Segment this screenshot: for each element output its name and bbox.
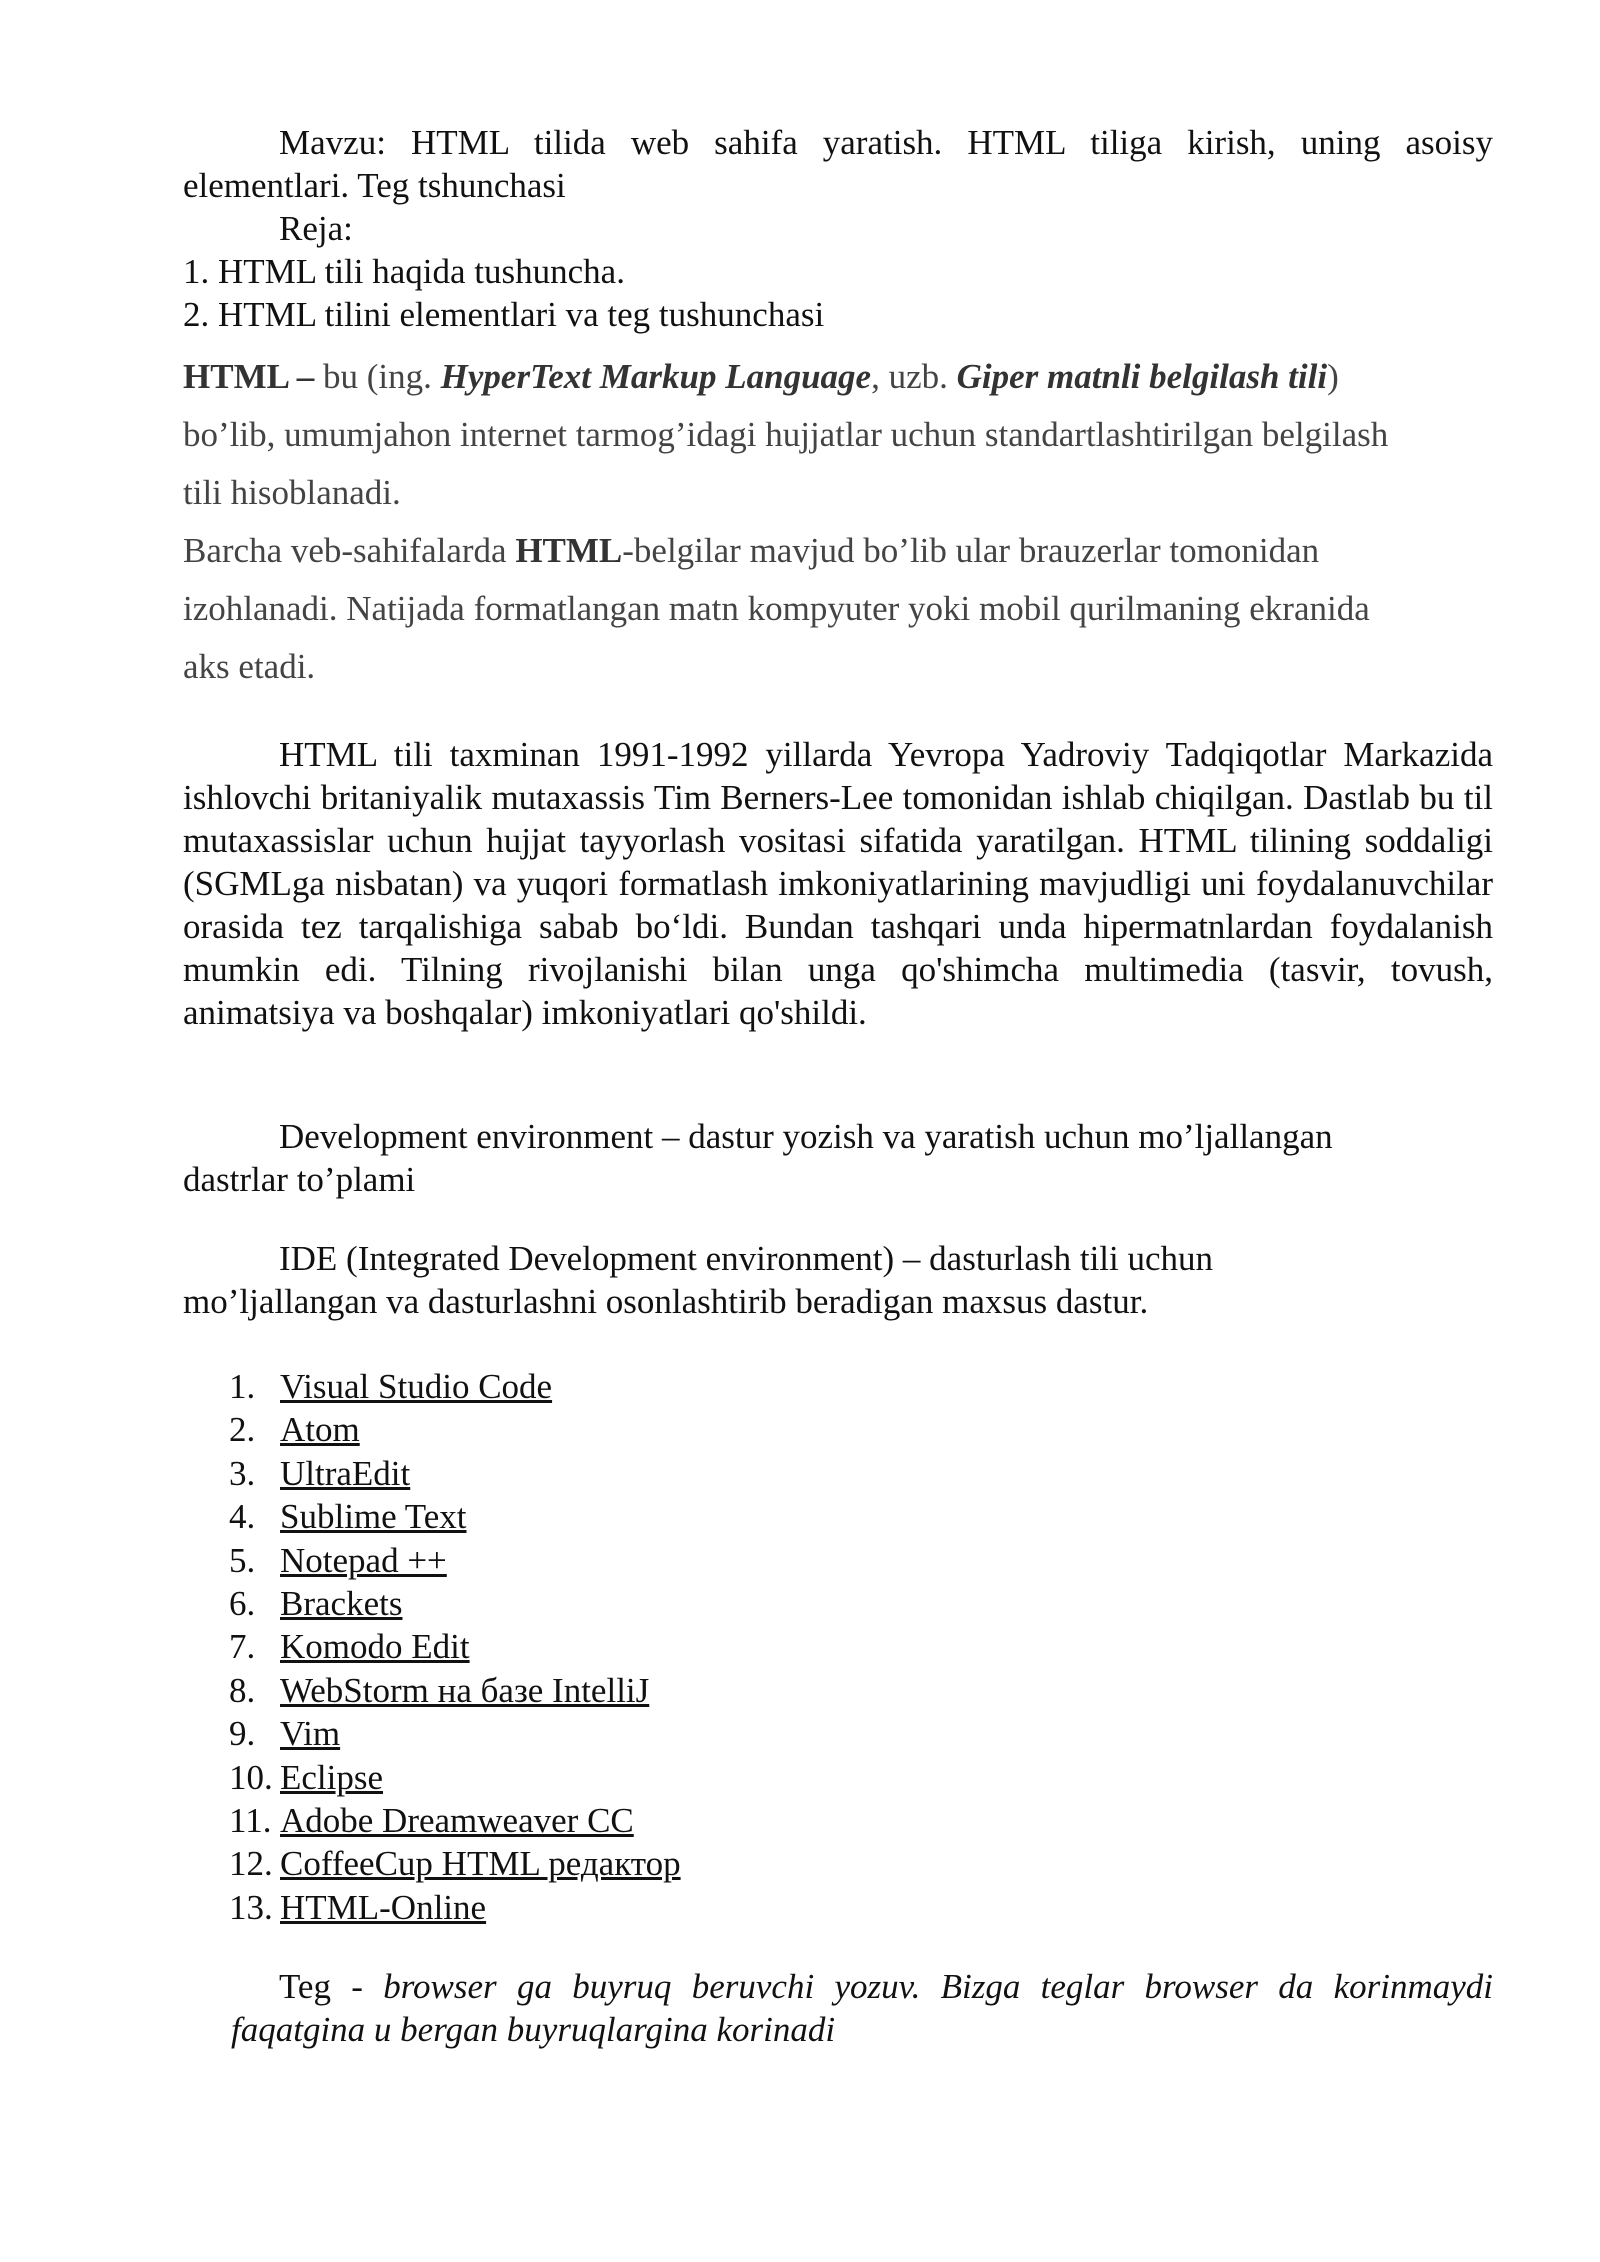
tool-link-webstorm[interactable]: WebStorm на базе IntelliJ xyxy=(280,1670,650,1710)
plan-item-2: 2. HTML tilini elementlari va teg tushunchasi xyxy=(183,295,825,334)
plan-section xyxy=(183,207,1493,336)
list-item xyxy=(183,1886,1083,1929)
history-paragraph: HTML tili taxminan 1991-1992 yillarda Yevropa Yadroviy Tadqiqotlar Markazida ishlovchi britaniyalik mutaxassis Tim Berners-Lee tomonidan ishlab chiqilgan. Dastlab bu til mutaxassislar uchun hujjat tayyorlash vositasi sifatida yaratilgan. HTML tilining soddaligi (SGMLga nisbatan) va yuqori formatlash imkoniyatlarining mavjudligi uni foydalanuvchilar orasida tez tarqalishiga sabab bo‘ldi. Bundan tashqari unda hipermatnlardan foydalanish mumkin edi. Tilning rivojlanishi bilan unga qo'shimcha multimedia (tasvir, tovush, animatsiya va boshqalar) imkoniyatlari qo'shildi. xyxy=(183,735,1493,1032)
list-item xyxy=(183,1365,1083,1408)
ide-paragraph xyxy=(183,1237,1493,1323)
list-item-number: 11. xyxy=(229,1801,272,1841)
list-item xyxy=(183,1408,1083,1451)
tool-link-ultraedit[interactable]: UltraEdit xyxy=(280,1453,411,1493)
definition-text-b: , uzb. xyxy=(871,357,957,396)
teg-text: browser ga buyruq beruvchi yozuv. Bizga teglar browser da korinmaydi faqatgina u bergan buyruqlargina korinadi xyxy=(231,1967,1493,2049)
ide-line1: IDE (Integrated Development environment) – dasturlash tili uchun xyxy=(279,1239,1214,1278)
list-item xyxy=(183,1799,1083,1842)
definition-text-a: bu (ing. xyxy=(314,357,441,396)
definition-p2-a: Barcha veb-sahifalarda xyxy=(183,531,516,570)
definition-line5: izohlanadi. Natijada formatlangan matn kompyuter yoki mobil qurilmaning ekranida xyxy=(183,589,1370,628)
list-item-number: 7. xyxy=(229,1627,256,1667)
definition-p2-term: HTML xyxy=(515,531,623,570)
topic-title-line2: elementlari. Teg tshunchasi xyxy=(183,166,566,205)
definition-line6: aks etadi. xyxy=(183,647,316,686)
definition-line4 xyxy=(183,522,1493,580)
list-item-number: 6. xyxy=(229,1584,256,1624)
tool-link-html-online[interactable]: HTML-Online xyxy=(280,1887,487,1927)
definition-line2: bo’lib, umumjahon internet tarmog’idagi hujjatlar uchun standartlashtirilgan belgilash xyxy=(183,415,1389,454)
devenv-line2: dastrlar to’plami xyxy=(183,1160,416,1199)
definition-p2-b: -belgilar mavjud bo’lib ular brauzerlar tomonidan xyxy=(622,531,1320,570)
tool-link-brackets[interactable]: Brackets xyxy=(280,1584,403,1624)
list-item xyxy=(183,1625,1083,1668)
list-item xyxy=(183,1452,1083,1495)
list-item-number: 9. xyxy=(229,1714,256,1754)
list-item xyxy=(183,1712,1083,1755)
ide-tools-list xyxy=(183,1365,1083,1929)
list-item xyxy=(183,1539,1083,1582)
teg-definition xyxy=(231,1965,1493,2051)
list-item-number: 3. xyxy=(229,1453,256,1493)
tool-link-atom[interactable]: Atom xyxy=(280,1410,360,1450)
tool-link-adobe-dreamweaver[interactable]: Adobe Dreamweaver CC xyxy=(280,1801,634,1841)
development-environment-paragraph xyxy=(183,1115,1493,1201)
list-item-number: 13. xyxy=(229,1887,273,1927)
teg-term: Teg - xyxy=(279,1967,384,2006)
list-item xyxy=(183,1495,1083,1538)
definition-term: HTML – xyxy=(183,357,315,396)
topic-title-line1: Mavzu: HTML tilida web sahifa yaratish. HTML tiliga kirish, uning asoisy xyxy=(279,123,1493,162)
tool-link-coffeecup[interactable]: CoffeeCup HTML редактор xyxy=(280,1844,681,1884)
list-item xyxy=(183,1842,1083,1885)
list-item-number: 5. xyxy=(229,1540,256,1580)
tool-link-visual-studio-code[interactable]: Visual Studio Code xyxy=(280,1367,553,1406)
tool-link-vim[interactable]: Vim xyxy=(280,1714,341,1754)
definition-text-c: ) xyxy=(1327,357,1339,396)
html-definition xyxy=(183,348,1493,696)
devenv-line1: Development environment – dastur yozish va yaratish uchun mo’ljallangan xyxy=(279,1117,1333,1156)
list-item-number: 4. xyxy=(229,1497,256,1537)
list-item-number: 8. xyxy=(229,1670,256,1710)
list-item xyxy=(183,1669,1083,1712)
english-name: HyperText Markup Language xyxy=(440,357,872,396)
ide-line2: mo’ljallangan va dasturlashni osonlashtirib beradigan maxsus dastur. xyxy=(183,1282,1149,1321)
list-item-number: 1. xyxy=(229,1367,256,1406)
list-item-number: 10. xyxy=(229,1757,273,1797)
tool-link-notepad-plus-plus[interactable]: Notepad ++ xyxy=(280,1540,447,1580)
topic-title xyxy=(183,121,1493,207)
list-item xyxy=(183,1756,1083,1799)
list-item-number: 2. xyxy=(229,1410,256,1450)
list-item-number: 12. xyxy=(229,1844,273,1884)
tool-link-komodo-edit[interactable]: Komodo Edit xyxy=(280,1627,470,1667)
plan-item-1: 1. HTML tili haqida tushuncha. xyxy=(183,252,625,291)
definition-line1 xyxy=(183,348,1493,406)
tool-link-sublime-text[interactable]: Sublime Text xyxy=(280,1497,467,1537)
plan-heading: Reja: xyxy=(279,209,353,248)
list-item xyxy=(183,1582,1083,1625)
uzbek-name: Giper matnli belgilash tili xyxy=(956,357,1328,396)
definition-line3: tili hisoblanadi. xyxy=(183,473,401,512)
tool-link-eclipse[interactable]: Eclipse xyxy=(280,1757,384,1797)
